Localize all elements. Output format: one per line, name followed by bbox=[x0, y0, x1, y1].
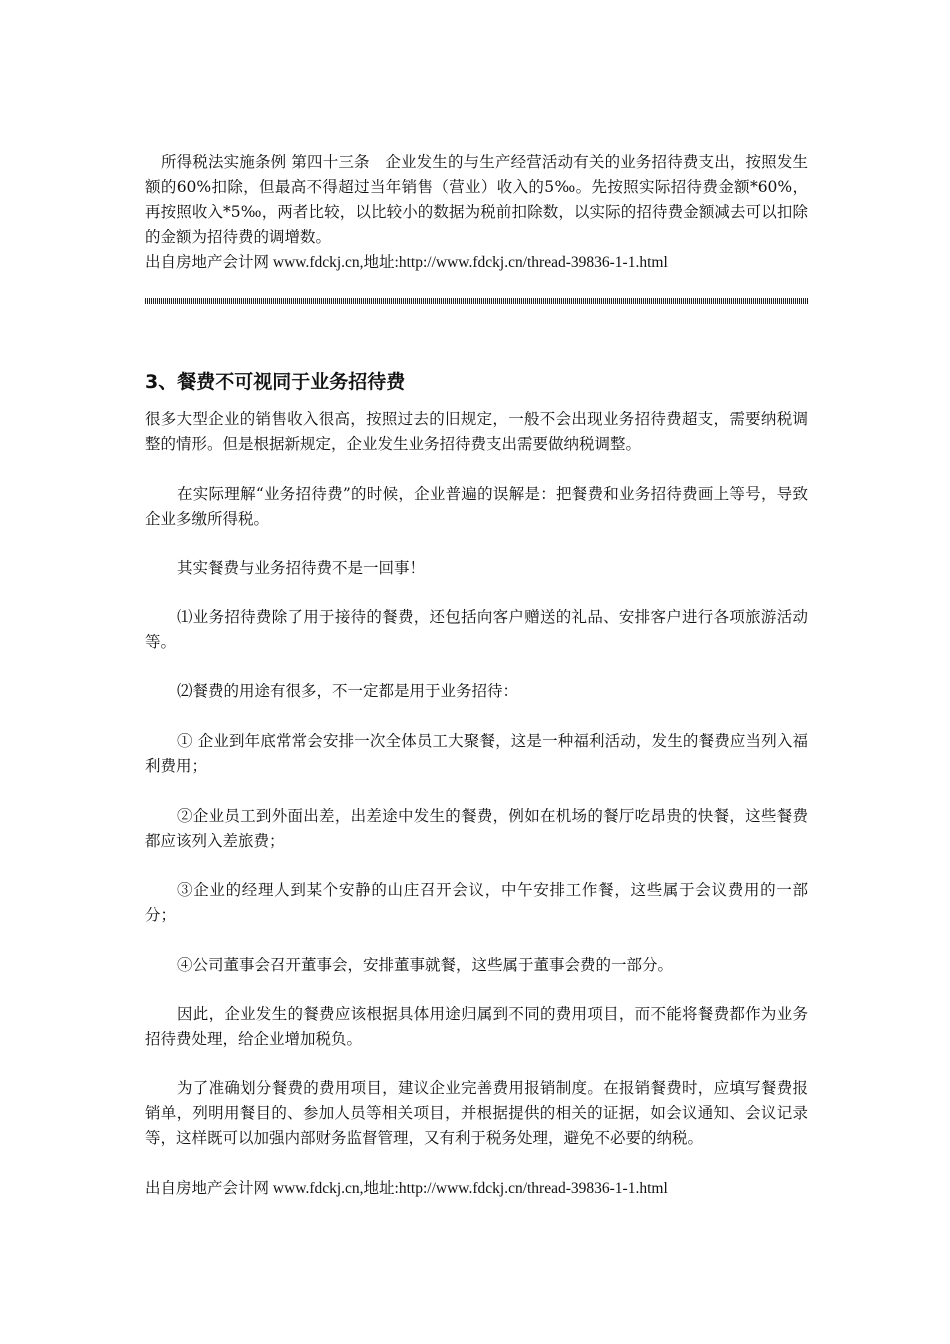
paragraph-5: ⑵餐费的用途有很多，不一定都是用于业务招待： bbox=[177, 682, 519, 700]
paragraph-8: ③企业的经理人到某个安静的山庄召开会议，中午安排工作餐，这些属于会议费用的一部分； bbox=[145, 881, 808, 924]
paragraph-7: ②企业员工到外面出差，出差途中发生的餐费，例如在机场的餐厅吃昂贵的快餐，这些餐费都应该列入差旅费； bbox=[145, 807, 808, 850]
paragraph-2: 在实际理解“业务招待费”的时候，企业普遍的误解是：把餐费和业务招待费画上等号，导致企业多缴所得税。 bbox=[145, 485, 808, 528]
source-note-bottom: 出自房地产会计网 www.fdckj.cn,地址:http://www.fdckj.cn/thread-39836-1-1.html bbox=[145, 1180, 668, 1197]
section-divider bbox=[145, 298, 808, 304]
paragraph-9: ④公司董事会召开董事会，安排董事就餐，这些属于董事会费的一部分。 bbox=[177, 956, 674, 974]
paragraph-3: 其实餐费与业务招待费不是一回事！ bbox=[177, 559, 426, 577]
paragraph-11: 为了准确划分餐费的费用项目，建议企业完善费用报销制度。在报销餐费时，应填写餐费报销单，列明用餐目的、参加人员等相关项目，并根据提供的相关的证据，如会议通知、会议记录等，这样既可以加强内部财务监督管理，又有利于税务处理，避免不必要的纳税。 bbox=[145, 1079, 808, 1147]
paragraph-10: 因此，企业发生的餐费应该根据具体用途归属到不同的费用项目，而不能将餐费都作为业务招待费处理，给企业增加税负。 bbox=[145, 1005, 808, 1048]
paragraph-6: ① 企业到年底常常会安排一次全体员工大聚餐，这是一种福利活动，发生的餐费应当列入福利费用； bbox=[145, 732, 808, 775]
paragraph-4: ⑴业务招待费除了用于接待的餐费，还包括向客户赠送的礼品、安排客户进行各项旅游活动等。 bbox=[145, 608, 808, 651]
section-heading: 3、餐费不可视同于业务招待费 bbox=[145, 371, 406, 393]
source-note-top: 出自房地产会计网 www.fdckj.cn,地址:http://www.fdckj.cn/thread-39836-1-1.html bbox=[145, 254, 668, 271]
paragraph-1: 很多大型企业的销售收入很高，按照过去的旧规定，一般不会出现业务招待费超支，需要纳税调整的情形。但是根据新规定，企业发生业务招待费支出需要做纳税调整。 bbox=[145, 410, 808, 453]
intro-paragraph: 所得税法实施条例 第四十三条 企业发生的与生产经营活动有关的业务招待费支出，按照发生额的60%扣除，但最高不得超过当年销售（营业）收入的5‰。先按照实际招待费金额*60%，再按照收入*5‰，两者比较，以比较小的数据为税前扣除数，以实际的招待费金额减去可以扣除的金额为招待费的调增数。 bbox=[145, 153, 808, 246]
